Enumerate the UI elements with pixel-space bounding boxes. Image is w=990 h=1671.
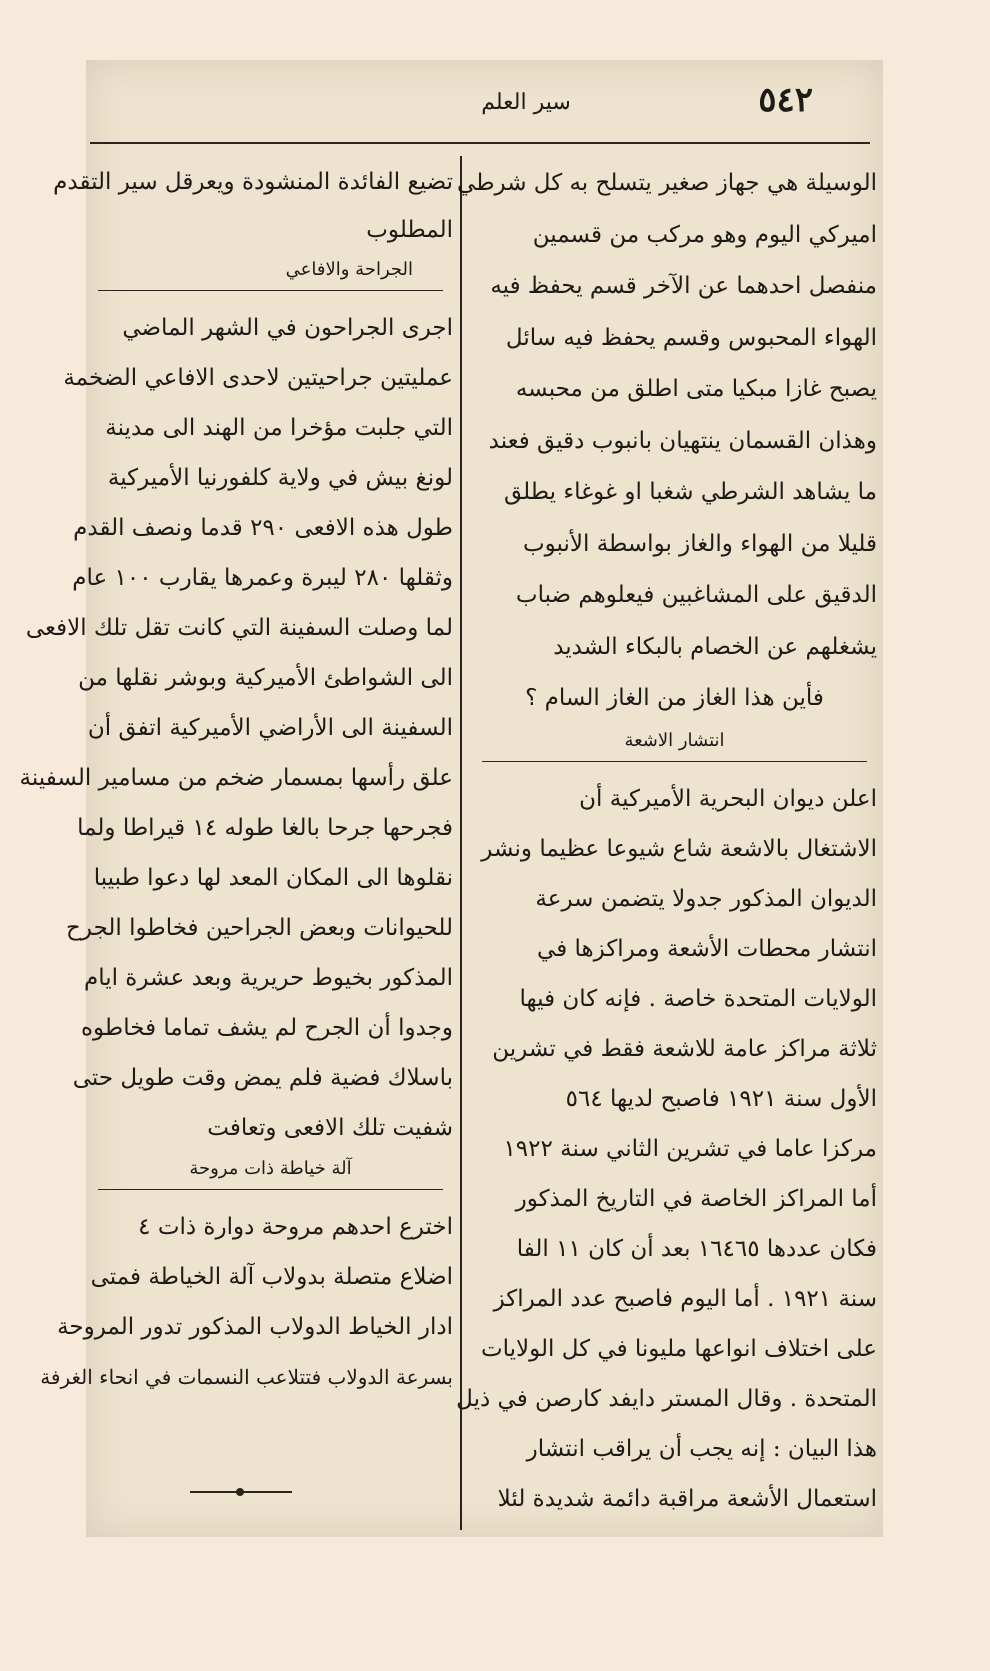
section-heading-surgery: الجراحة والافاعي bbox=[285, 259, 413, 280]
text-line: ثلاثة مراكز عامة للاشعة فقط في تشرين bbox=[492, 1035, 877, 1062]
text-line: لونغ بيش في ولاية كلفورنيا الأميركية bbox=[107, 465, 453, 491]
left-paragraph-1 bbox=[53, 158, 453, 254]
text-line: اعلن ديوان البحرية الأميركية أن bbox=[579, 785, 877, 812]
right-paragraph-1 bbox=[457, 158, 877, 725]
text-line: اضلاع متصلة بدولاب آلة الخياطة فمتى bbox=[90, 1264, 453, 1290]
text-line: فأين هذا الغاز من الغاز السام ؟ bbox=[525, 685, 824, 711]
end-ornament bbox=[190, 1488, 292, 1496]
text-line: نقلوها الى المكان المعد لها دعوا طبيبا bbox=[93, 865, 453, 891]
text-line: فكان عددها ١٦٤٦٥ بعد أن كان ١١ الفا bbox=[516, 1235, 877, 1262]
text-line: بسرعة الدولاب فتتلاعب النسمات في انحاء الغرفة bbox=[40, 1365, 453, 1389]
text-line: انتشار محطات الأشعة ومراكزها في bbox=[537, 935, 877, 962]
section-rule bbox=[98, 1189, 443, 1190]
page-number: ٥٤٢ bbox=[758, 80, 813, 120]
column-divider bbox=[460, 156, 462, 1530]
text-line: باسلاك فضية فلم يمض وقت طويل حتى bbox=[72, 1065, 453, 1091]
text-line: الوسيلة هي جهاز صغير يتسلح به كل شرطي bbox=[457, 170, 877, 196]
text-line: سنة ١٩٢١ . أما اليوم فاصبح عدد المراكز bbox=[493, 1285, 877, 1312]
text-line: تضيع الفائدة المنشودة ويعرقل سير التقدم bbox=[53, 169, 453, 195]
text-line: مركزا عاما في تشرين الثاني سنة ١٩٢٢ bbox=[503, 1135, 877, 1162]
right-paragraph-2 bbox=[456, 774, 877, 1524]
page-header bbox=[86, 60, 883, 138]
text-line: وثقلها ٢٨٠ ليبرة وعمرها يقارب ١٠٠ عام bbox=[72, 565, 453, 591]
left-paragraph-3 bbox=[40, 1202, 453, 1402]
right-column bbox=[456, 158, 877, 1524]
text-line: ما يشاهد الشرطي شغبا او غوغاء يطلق bbox=[503, 479, 877, 505]
text-line: الديوان المذكور جدولا يتضمن سرعة bbox=[535, 885, 877, 912]
text-line: اميركي اليوم وهو مركب من قسمين bbox=[532, 221, 877, 248]
running-title: سير العلم bbox=[481, 90, 571, 115]
text-line: قليلا من الهواء والغاز بواسطة الأنبوب bbox=[523, 530, 877, 557]
text-line: فجرحها جرحا بالغا طوله ١٤ قيراطا ولما bbox=[77, 815, 453, 841]
text-line: التي جلبت مؤخرا من الهند الى مدينة bbox=[105, 415, 453, 441]
text-line: منفصل احدهما عن الآخر قسم يحفظ فيه bbox=[490, 273, 877, 299]
text-line: المتحدة . وقال المستر دايفد كارصن في ذيل bbox=[456, 1385, 877, 1412]
text-line: يشغلهم عن الخصام بالبكاء الشديد bbox=[553, 633, 877, 660]
text-line: شفيت تلك الافعى وتعافت bbox=[207, 1115, 453, 1141]
text-line: يصبح غازا مبكيا متى اطلق من محبسه bbox=[515, 376, 877, 402]
section-heading-sewing-machine: آلة خياطة ذات مروحة bbox=[189, 1158, 352, 1179]
text-line: طول هذه الافعى ٢٩٠ قدما ونصف القدم bbox=[73, 515, 453, 541]
text-line: الهواء المحبوس وقسم يحفظ فيه سائل bbox=[505, 324, 877, 351]
text-line: المطلوب bbox=[366, 217, 453, 243]
text-line: الاشتغال بالاشعة شاع شيوعا عظيما ونشر bbox=[481, 835, 877, 862]
text-line: وجدوا أن الجرح لم يشف تماما فخاطوه bbox=[81, 1015, 453, 1041]
text-line: وهذان القسمان ينتهيان بانبوب دقيق فعند bbox=[488, 427, 877, 454]
text-line: علق رأسها بمسمار ضخم من مسامير السفينة bbox=[19, 765, 453, 791]
text-line: على اختلاف انواعها مليونا في كل الولايات bbox=[480, 1335, 877, 1362]
text-line: اخترع احدهم مروحة دوارة ذات ٤ bbox=[138, 1214, 453, 1240]
section-rule bbox=[482, 761, 867, 762]
section-heading-rays: انتشار الاشعة bbox=[624, 729, 725, 751]
section-rule bbox=[98, 290, 443, 291]
text-line: لما وصلت السفينة التي كانت تقل تلك الافعى bbox=[25, 615, 453, 641]
header-rule bbox=[90, 142, 870, 144]
text-line: الى الشواطئ الأميركية وبوشر نقلها من bbox=[78, 665, 453, 691]
left-paragraph-2 bbox=[19, 303, 453, 1153]
text-line: الولايات المتحدة خاصة . فإنه كان فيها bbox=[519, 985, 877, 1012]
text-line: عمليتين جراحيتين لاحدى الافاعي الضخمة bbox=[63, 365, 453, 391]
text-line: الأول سنة ١٩٢١ فاصبح لديها ٥٦٤ bbox=[565, 1085, 877, 1112]
text-line: اجرى الجراحون في الشهر الماضي bbox=[122, 315, 453, 341]
text-line: هذا البيان : إنه يجب أن يراقب انتشار bbox=[526, 1435, 877, 1462]
text-line: المذكور بخيوط حريرية وبعد عشرة ايام bbox=[83, 965, 453, 991]
text-line: السفينة الى الأراضي الأميركية اتفق أن bbox=[87, 715, 453, 741]
text-line: استعمال الأشعة مراقبة دائمة شديدة لئلا bbox=[497, 1485, 877, 1512]
text-line: ادار الخياط الدولاب المذكور تدور المروحة bbox=[57, 1314, 453, 1340]
text-line: للحيوانات وبعض الجراحين فخاطوا الجرح bbox=[66, 915, 453, 941]
text-line: الدقيق على المشاغبين فيعلوهم ضباب bbox=[515, 582, 877, 608]
text-line: أما المراكز الخاصة في التاريخ المذكور bbox=[515, 1185, 877, 1212]
left-column bbox=[19, 158, 453, 1402]
